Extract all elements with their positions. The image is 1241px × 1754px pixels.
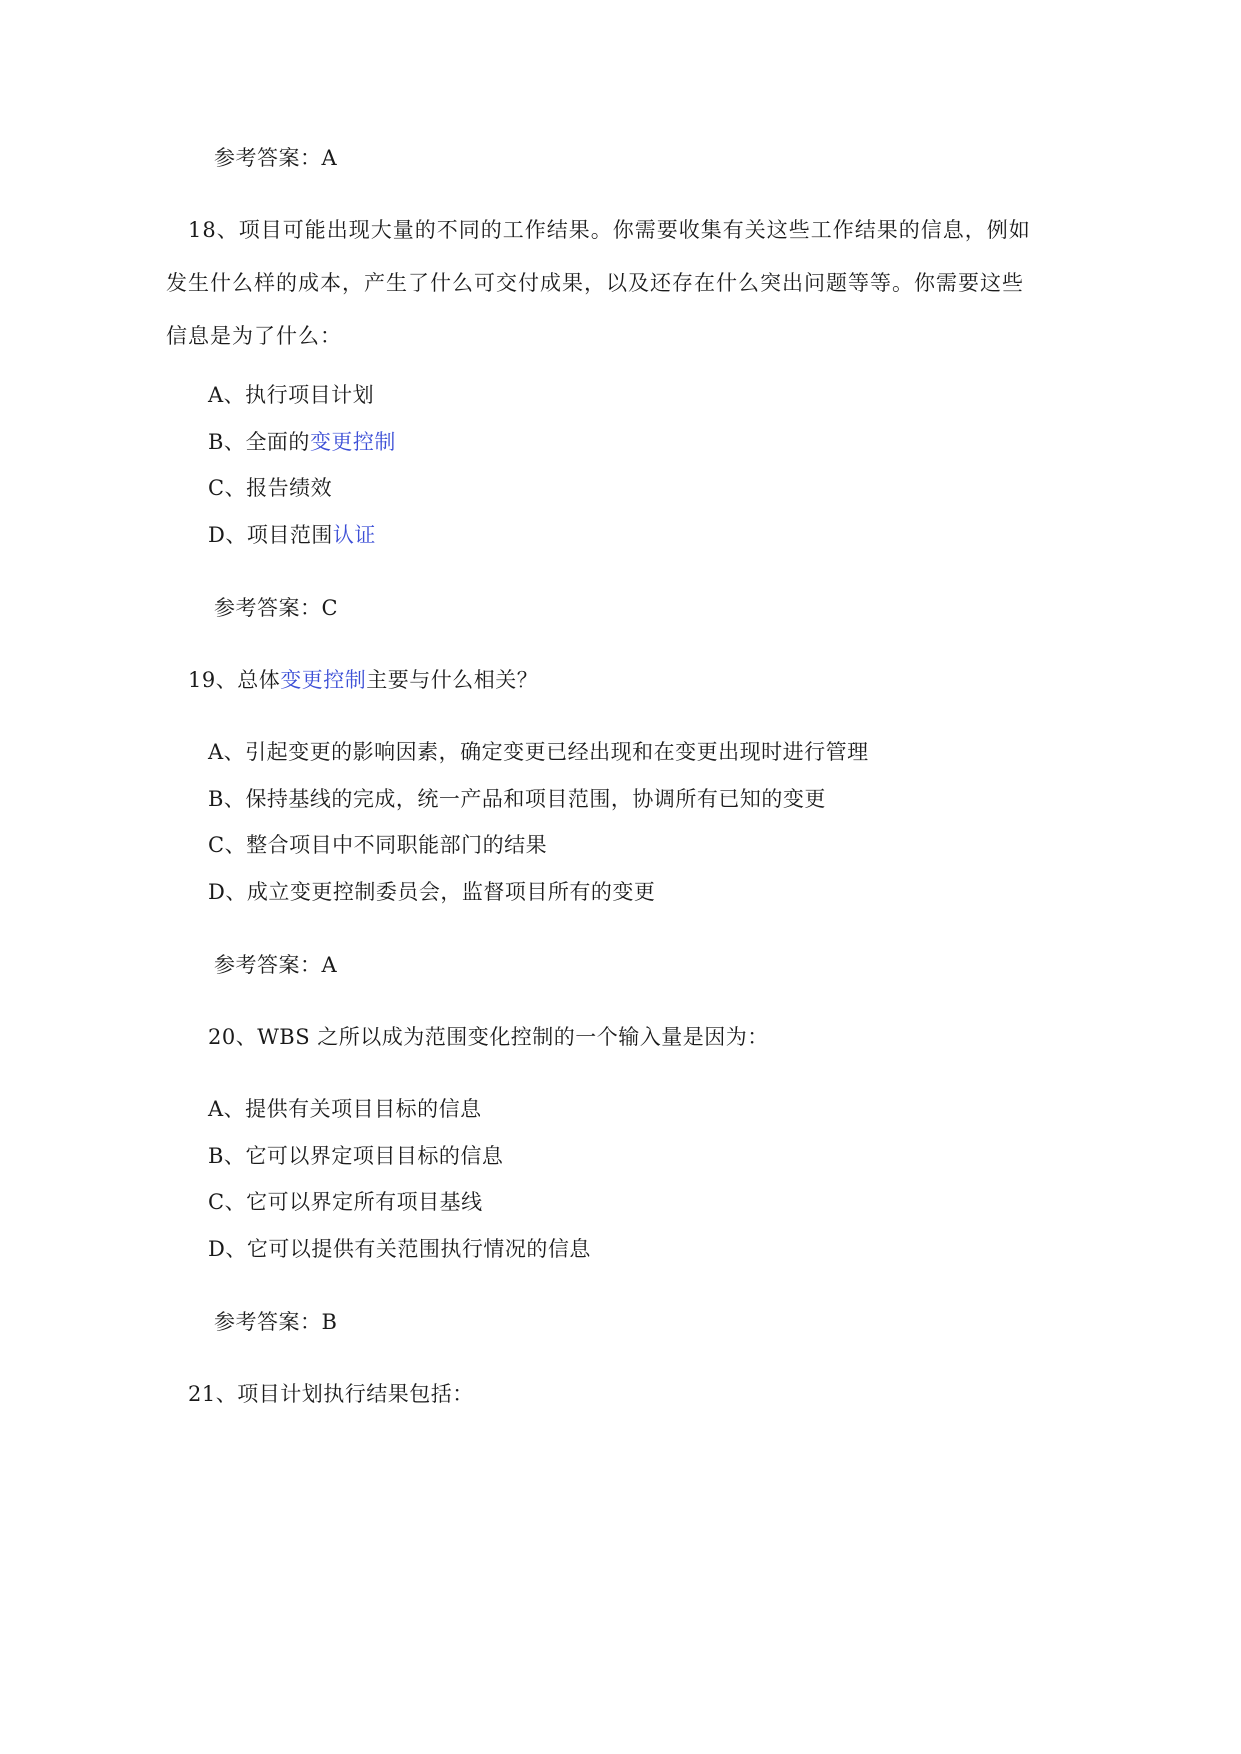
question-19-answer: 参考答案：A: [214, 953, 338, 977]
certification-link[interactable]: 认证: [332, 523, 376, 547]
question-18-option-c: C、报告绩效: [208, 476, 333, 500]
change-control-link[interactable]: 变更控制: [309, 430, 396, 454]
answer-line: [214, 144, 337, 172]
question-18-text: 18、项目可能出现大量的不同的工作结果。你需要收集有关这些工作结果的信息，例如发生什么样的成本，产生了什么可交付成果，以及还存在什么突出问题等等。你需要这些信息是为了什么：: [166, 218, 1031, 348]
question-18-option-b: B、全面的变更控制: [208, 430, 396, 454]
change-control-link[interactable]: 变更控制: [280, 668, 367, 692]
question-20-option-d: D、它可以提供有关范围执行情况的信息: [208, 1237, 591, 1261]
question-20-option-c: C、它可以界定所有项目基线: [208, 1190, 483, 1214]
question-20-option-a: A、提供有关项目目标的信息: [208, 1097, 482, 1121]
question-20-text: 20、WBS 之所以成为范围变化控制的一个输入量是因为：: [208, 1025, 769, 1049]
question-18-option-a: A、执行项目计划: [208, 383, 375, 407]
answer-value: A: [321, 146, 338, 170]
question-19-option-c: C、整合项目中不同职能部门的结果: [208, 833, 548, 857]
question-18-answer: 参考答案：C: [214, 596, 339, 620]
question-21-text: 21、项目计划执行结果包括：: [188, 1382, 474, 1406]
question-19-option-a: A、引起变更的影响因素，确定变更已经出现和在变更出现时进行管理: [208, 740, 869, 764]
question-19-option-b: B、保持基线的完成，统一产品和项目范围，协调所有已知的变更: [208, 787, 826, 811]
question-20-option-b: B、它可以界定项目目标的信息: [208, 1144, 504, 1168]
question-20-answer: 参考答案：B: [214, 1310, 338, 1334]
question-18-option-d: D、项目范围认证: [208, 523, 376, 547]
question-19-option-d: D、成立变更控制委员会，监督项目所有的变更: [208, 880, 656, 904]
question-19-text: 19、总体变更控制主要与什么相关？: [188, 668, 539, 692]
answer-label: 参考答案：: [214, 146, 322, 170]
